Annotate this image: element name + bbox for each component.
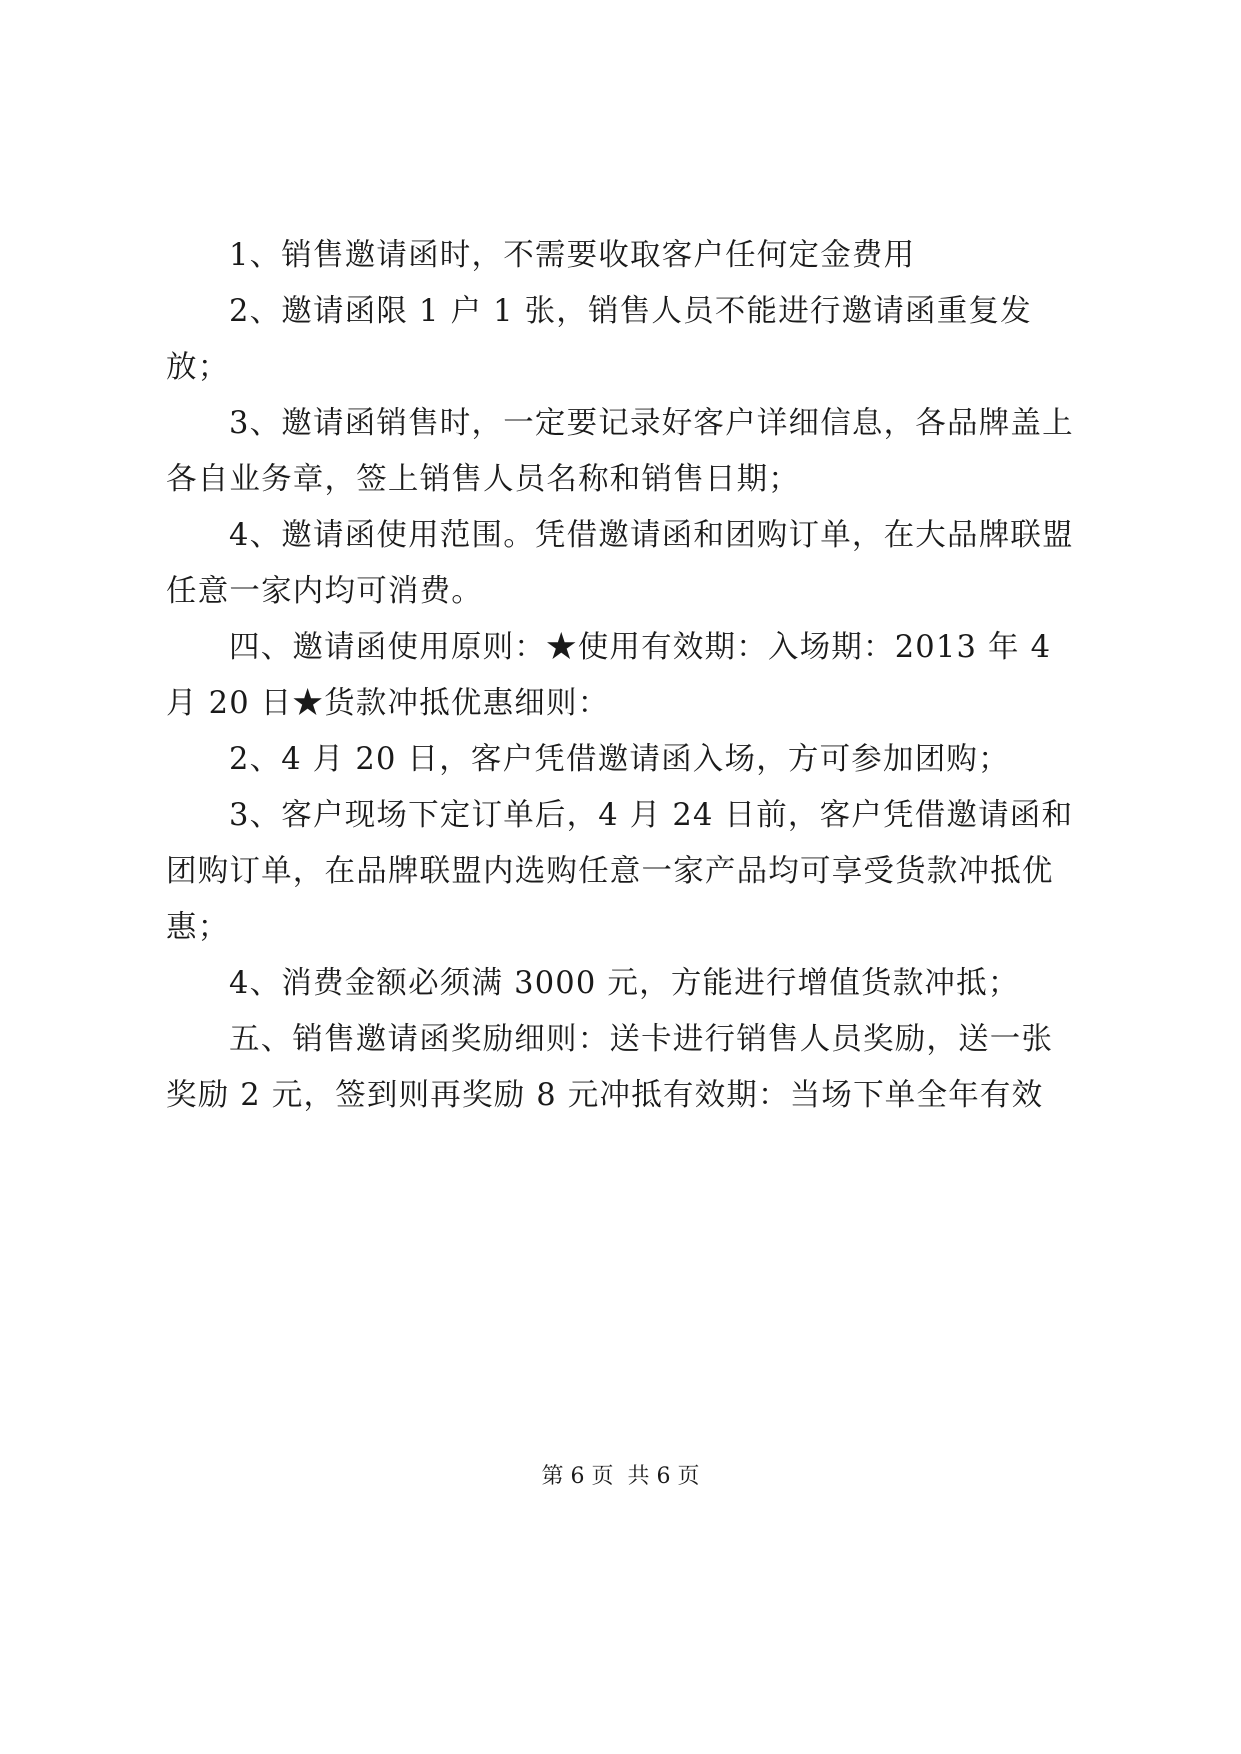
page-footer	[0, 1462, 1241, 1492]
paragraph-item-3: 3、邀请函销售时，一定要记录好客户详细信息，各品牌盖上各自业务章，签上销售人员名称和销售日期；	[166, 406, 1074, 497]
page-number-current: 第 6 页	[541, 1464, 614, 1489]
paragraph-item-3-rule: 3、客户现场下定订单后，4 月 24 日前，客户凭借邀请函和团购订单，在品牌联盟内选购任意一家产品均可享受货款冲抵优惠；	[166, 798, 1074, 945]
paragraph-item-2: 2、邀请函限 1 户 1 张，销售人员不能进行邀请函重复发放；	[166, 294, 1032, 385]
paragraph-item-2-rule: 2、4 月 20 日，客户凭借邀请函入场，方可参加团购；	[229, 742, 1010, 777]
page-number-total: 共 6 页	[627, 1464, 700, 1489]
paragraph-item-4-rule: 4、消费金额必须满 3000 元，方能进行增值货款冲抵；	[229, 966, 1020, 1001]
paragraph-item-4: 4、邀请函使用范围。凭借邀请函和团购订单，在大品牌联盟任意一家内均可消费。	[166, 518, 1074, 609]
section-four-heading: 四、邀请函使用原则：★使用有效期：入场期：2013 年 4 月 20 日★货款冲抵优惠细则：	[166, 630, 1052, 721]
section-five-heading: 五、销售邀请函奖励细则：送卡进行销售人员奖励，送一张奖励 2 元，签到则再奖励 8 元冲抵有效期：当场下单全年有效	[166, 1022, 1054, 1113]
document-body	[166, 228, 1081, 1124]
paragraph-item-1: 1、销售邀请函时，不需要收取客户任何定金费用	[229, 238, 916, 273]
